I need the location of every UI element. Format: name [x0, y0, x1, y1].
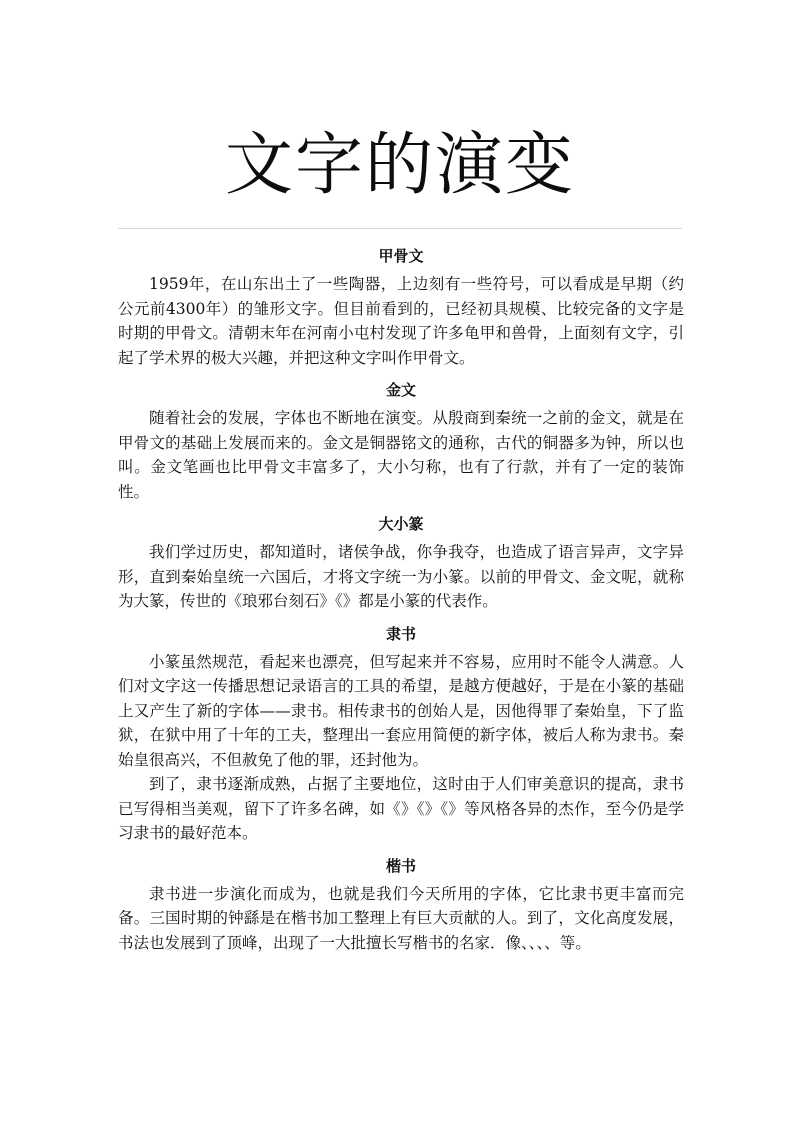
document-body [118, 242, 684, 961]
paragraph: 小篆虽然规范，看起来也漂亮，但写起来并不容易，应用时不能令人满意。人们对文字这一传播思想记录语言的工具的希望，是越方便越好，于是在小篆的基础上又产生了新的字体——隶书。相传隶书的创始人是，因他得罪了秦始皇，下了监狱，在狱中用了十年的工夫，整理出一套应用简便的新字体，被后人称为隶书。秦始皇很高兴，不但赦免了他的罪，还封他为。 [118, 652, 684, 769]
paragraph: 隶书进一步演化而成为，也就是我们今天所用的字体，它比隶书更丰富而完备。三国时期的钟繇是在楷书加工整理上有巨大贡献的人。到了，文化高度发展，书法也发展到了顶峰，出现了一大批擅长写楷书的名家．像、、、、等。 [118, 884, 684, 952]
page-title: 文字的演变 [224, 126, 575, 205]
section-heading: 楷书 [385, 856, 416, 875]
title-divider [118, 228, 682, 229]
section-lishu [118, 620, 684, 846]
section-heading: 金文 [385, 381, 416, 399]
section-heading: 甲骨文 [378, 247, 424, 265]
section-jinwen [118, 376, 684, 504]
paragraph: 我们学过历史，都知道时，诸侯争战，你争我夺，也造成了语言异声，文字异形，直到秦始皇统一六国后，才将文字统一为小篆。以前的甲骨文、金文呢，就称为大篆，传世的《琅邪台刻石》《》都是小篆的代表作。 [118, 543, 684, 610]
section-heading: 大小篆 [378, 515, 424, 533]
section-daxiaozhuan [118, 510, 684, 614]
paragraph: 到了，隶书逐渐成熟，占据了主要地位，这时由于人们审美意识的提高，隶书已写得相当美观，留下了许多名碑，如《》《》《》等风格各异的杰作，至今仍是学习隶书的最好范本。 [118, 775, 684, 842]
section-jiaguwen [118, 242, 684, 370]
paragraph: 1959年，在山东出土了一些陶器，上边刻有一些符号，可以看成是早期（约公元前4300年）的雏形文字。但目前看到的，已经初具规模、比较完备的文字是时期的甲骨文。清朝末年在河南小屯村发现了许多龟甲和兽骨，上面刻有文字，引起了学术界的极大兴趣，并把这种文字叫作甲骨文。 [118, 275, 684, 367]
paragraph: 随着社会的发展，字体也不断地在演变。从殷商到秦统一之前的金文，就是在甲骨文的基础上发展而来的。金文是铜器铭文的通称，古代的铜器多为钟，所以也叫。金文笔画也比甲骨文丰富多了，大小匀称，也有了行款，并有了一定的装饰性。 [118, 409, 684, 501]
section-heading: 隶书 [385, 624, 416, 643]
section-kaishu [118, 852, 684, 956]
